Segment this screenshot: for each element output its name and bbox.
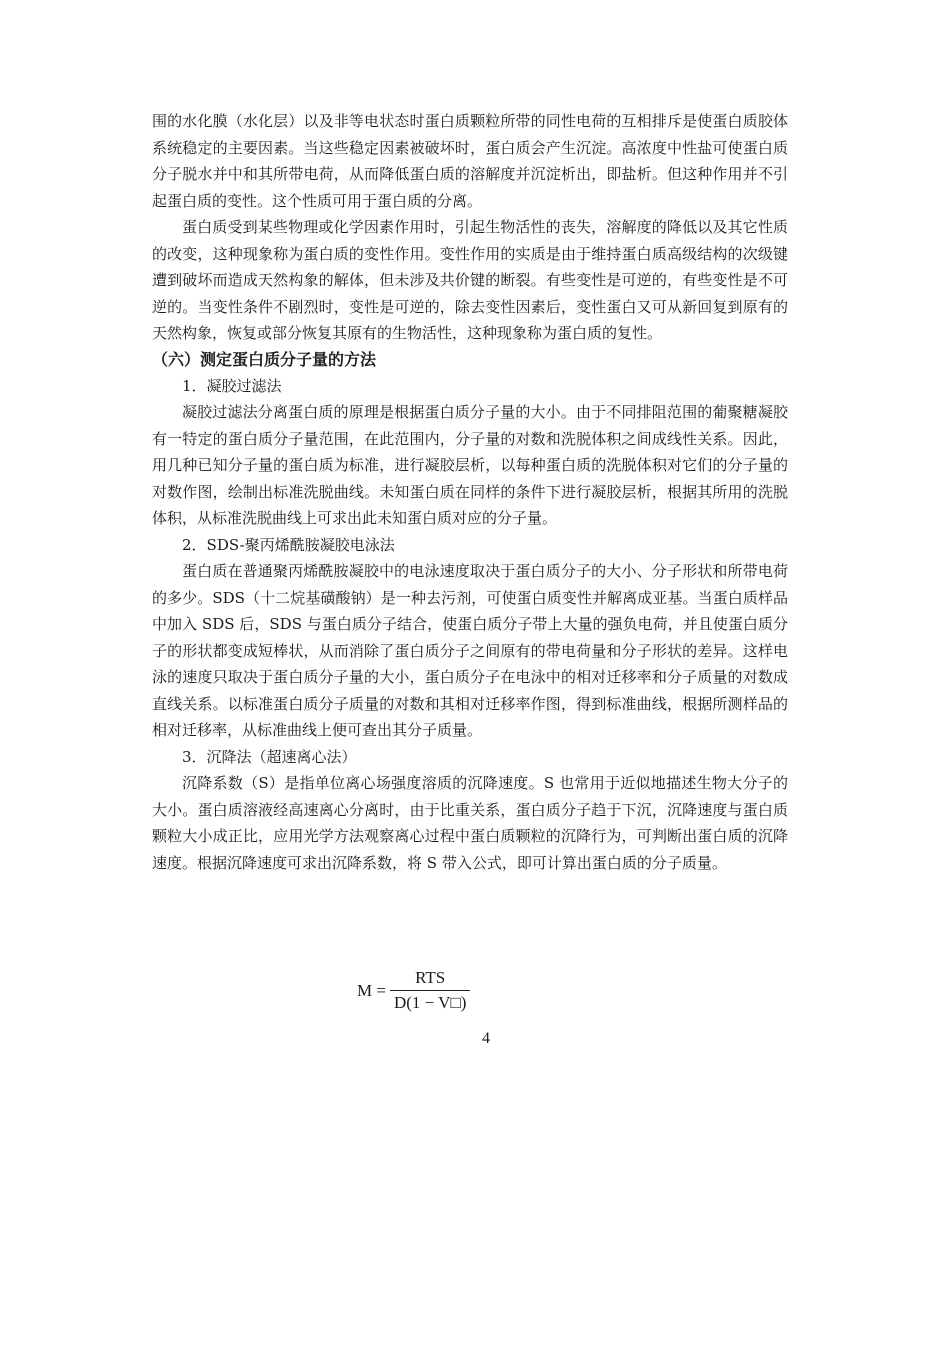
document-body [152,108,788,876]
formula-numerator: RTS [415,968,446,987]
paragraph-sedimentation: 沉降系数（S）是指单位离心场强度溶质的沉降速度。S 也常用于近似地描述生物大分子的大小。蛋白质溶液经高速离心分离时，由于比重关系，蛋白质分子趋于下沉，沉降速度与蛋白质颗粒大小成正比，应用光学方法观察离心过程中蛋白质颗粒的沉降行为，可判断出蛋白质的沉降速度。根据沉降速度可求出沉降系数，将 S 带入公式，即可计算出蛋白质的分子质量。 [152,774,788,872]
section-heading: （六）测定蛋白质分子量的方法 [152,349,377,369]
formula-denominator: D(1 − V□) [390,990,470,1013]
paragraph-denaturation: 蛋白质受到某些物理或化学因素作用时，引起生物活性的丧失，溶解度的降低以及其它性质的改变，这种现象称为蛋白质的变性作用。变性作用的实质是由于维持蛋白质高级结构的次级键遭到破坏而造成天然构象的解体，但未涉及共价键的断裂。有些变性是可逆的，有些变性是不可逆的。当变性条件不剧烈时，变性是可逆的，除去变性因素后，变性蛋白又可从新回复到原有的天然构象，恢复或部分恢复其原有的生物活性，这种现象称为蛋白质的复性。 [152,218,788,342]
paragraph-gel-filtration: 凝胶过滤法分离蛋白质的原理是根据蛋白质分子量的大小。由于不同排阻范围的葡聚糖凝胶有一特定的蛋白质分子量范围，在此范围内，分子量的对数和洗脱体积之间成线性关系。因此，用几种已知分子量的蛋白质为标准，进行凝胶层析，以每种蛋白质的洗脱体积对它们的分子量的对数作图，绘制出标准洗脱曲线。未知蛋白质在同样的条件下进行凝胶层析，根据其所用的洗脱体积，从标准洗脱曲线上可求出此未知蛋白质对应的分子量。 [152,403,788,527]
paragraph-hydration-layer: 围的水化膜（水化层）以及非等电状态时蛋白质颗粒所带的同性电荷的互相排斥是使蛋白质胶体系统稳定的主要因素。当这些稳定因素被破坏时，蛋白质会产生沉淀。高浓度中性盐可使蛋白质分子脱水并中和其所带电荷，从而降低蛋白质的溶解度并沉淀析出，即盐析。但这种作用并不引起蛋白质的变性。这个性质可用于蛋白质的分离。 [152,112,788,210]
page-number: 4 [482,1030,490,1047]
molecular-mass-formula [357,968,470,1013]
formula-lhs: M = [357,980,386,1000]
subheading-sds-page: 2．SDS-聚丙烯酰胺凝胶电泳法 [182,535,395,554]
paragraph-sds-page: 蛋白质在普通聚丙烯酰胺凝胶中的电泳速度取决于蛋白质分子的大小、分子形状和所带电荷的多少。SDS（十二烷基磺酸钠）是一种去污剂，可使蛋白质变性并解离成亚基。当蛋白质样品中加入 SDS 后，SDS 与蛋白质分子结合，使蛋白质分子带上大量的强负电荷，并且使蛋白质分子的形状都变成短棒状，从而消除了蛋白质分子之间原有的带电荷量和分子形状的差异。这样电泳的速度只取决于蛋白质分子量的大小，蛋白质分子在电泳中的相对迁移率和分子质量的对数成直线关系。以标准蛋白质分子质量的对数和其相对迁移率作图，得到标准曲线，根据所测样品的相对迁移率，从标准曲线上便可查出其分子质量。 [152,562,788,739]
subheading-gel-filtration: 1．凝胶过滤法 [182,376,282,395]
formula-fraction [390,968,470,1013]
subheading-sedimentation: 3．沉降法（超速离心法） [182,747,357,766]
